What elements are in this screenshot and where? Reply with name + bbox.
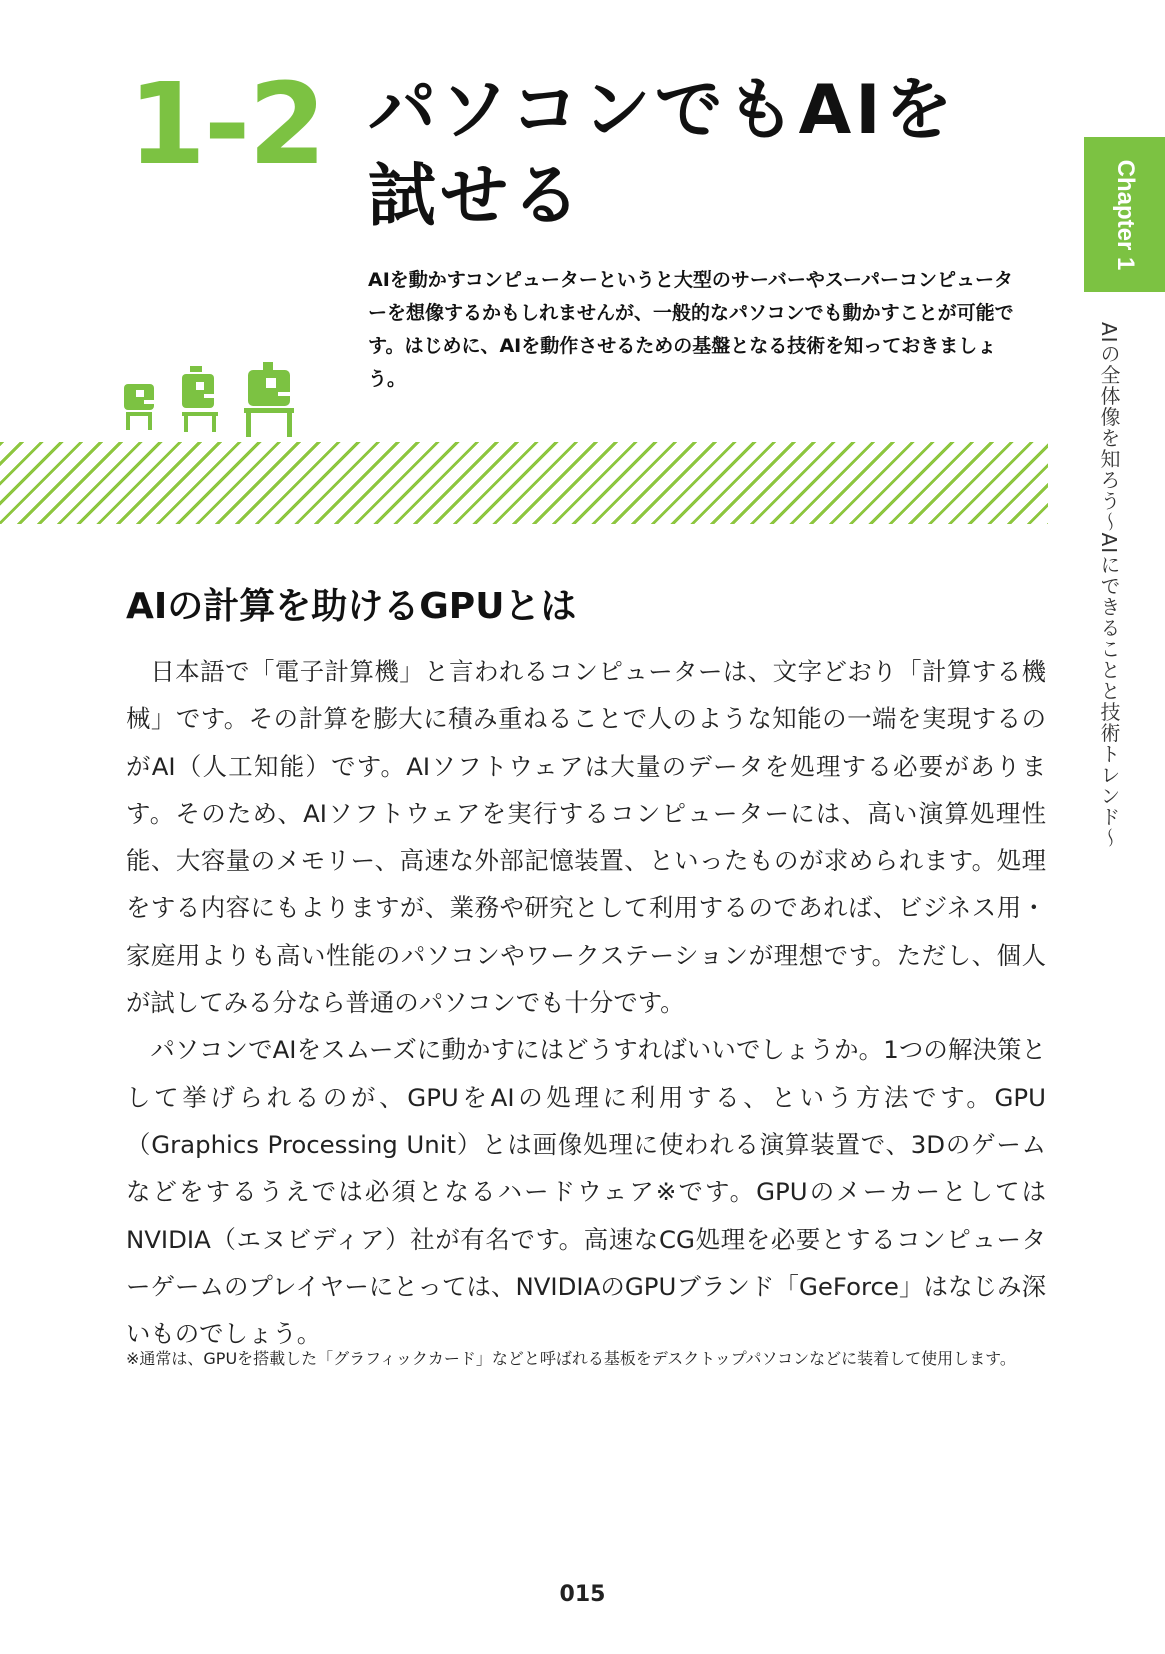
section-title-line-2: 試せる: [368, 157, 585, 236]
chapter-tab-label: Chapter 1: [1111, 159, 1139, 270]
chapter-tab: [1084, 137, 1165, 292]
body-paragraph-1: 日本語で「電子計算機」と言われるコンピューターは、文字どおり「計算する機械」です。その計算を膨大に積み重ねることで人のような知能の一端を実現するのがAI（人工知能）です。AIソフトウェアは大量のデータを処理する必要があります。そのため、AIソフトウェアを実行するコンピューターには、高い演算処理性能、大容量のメモリー、高速な外部記憶装置、といったものが求められます。処理をする内容にもよりますが、業務や研究として利用するのであれば、ビジネス用・家庭用よりも高い性能のパソコンやワークステーションが理想です。ただし、個人が試してみる分なら普通のパソコンでも十分です。: [126, 657, 1046, 1018]
chapter-subtitle: AIの全体像を知ろう～AIにできることと技術トレンド～: [1097, 322, 1121, 849]
robot-small-icon: [124, 384, 156, 430]
body-paragraph-2: パソコンでAIをスムーズに動かすにはどうすればいいでしょうか。1つの解決策として挙げられるのが、GPUをAIの処理に利用する、という方法です。GPU（Graphics Processing Unit）とは画像処理に使われる演算装置で、3Dのゲームなどをするうえでは必須となるハードウェア※です。GPUのメーカーとしてはNVIDIA（エヌビディア）社が有名です。高速なCG処理を必要とするコンピューターゲームのプレイヤーにとっては、NVIDIAのGPUブランド「GeForce」はなじみ深いものでしょう。: [126, 1035, 1046, 1349]
section-title: [368, 68, 988, 240]
body-text: [126, 648, 1046, 1357]
section-heading: AIの計算を助けるGPUとは: [126, 586, 577, 627]
hatch-band: [0, 442, 1048, 524]
robots-illustration: [122, 362, 312, 444]
page-number: 015: [559, 1582, 606, 1607]
robot-medium-icon: [182, 366, 218, 432]
lead-paragraph: AIを動かすコンピューターというと大型のサーバーやスーパーコンピューターを想像するかもしれませんが、一般的なパソコンでも動かすことが可能です。はじめに、AIを動作させるための基盤となる技術を知っておきましょう。: [368, 269, 1014, 390]
footnote: ※通常は、GPUを搭載した「グラフィックカード」などと呼ばれる基板をデスクトップパソコンなどに装着して使用します。: [126, 1349, 1016, 1368]
section-title-line-1: パソコンでもAIを: [368, 71, 957, 150]
robot-large-icon: [244, 362, 294, 437]
section-number: 1-2: [128, 60, 325, 190]
